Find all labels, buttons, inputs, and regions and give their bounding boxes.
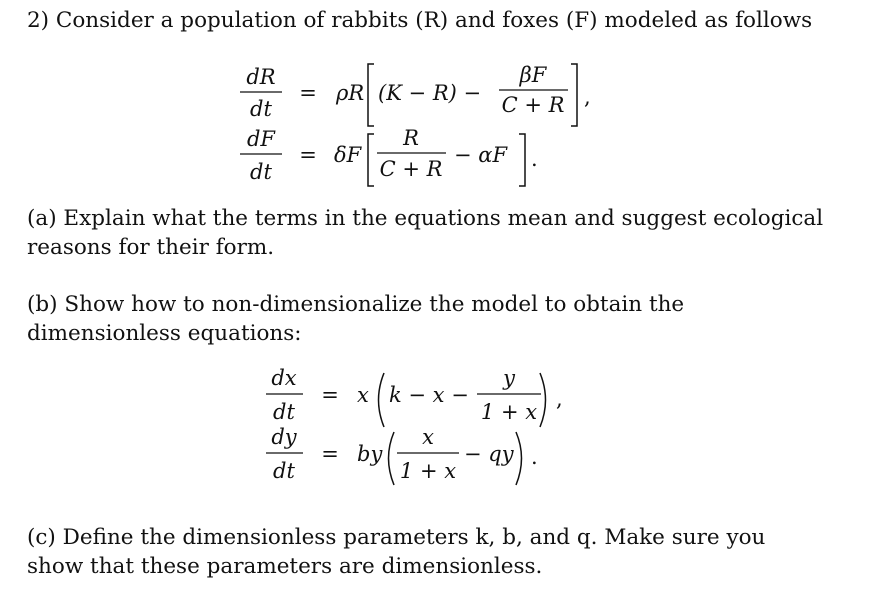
deq2-right-paren	[516, 432, 522, 485]
eq1-trailing-comma: ,	[584, 85, 591, 109]
deq2-lhs-denominator: dt	[273, 459, 295, 483]
eq1-first-term: (K − R) −	[378, 81, 482, 105]
eq1-fraction-numerator: βF	[519, 63, 547, 87]
deq2-equals: =	[321, 442, 339, 466]
deq1-trailing-comma: ,	[556, 387, 563, 411]
eq2-fraction-denominator: C + R	[379, 157, 443, 181]
eq2-coefficient: δF	[334, 143, 362, 167]
deq2-coefficient: by	[357, 442, 383, 466]
eq1-lhs-denominator: dt	[250, 97, 272, 121]
eq1-fraction-denominator: C + R	[501, 93, 565, 117]
deq2-lhs-numerator: dy	[271, 425, 297, 449]
eq1-lhs-numerator: dR	[246, 65, 276, 89]
eq2-equals: =	[299, 143, 317, 167]
deq2-fraction-numerator: x	[422, 425, 434, 449]
deq1-fraction-numerator: y	[503, 366, 515, 390]
deq1-lhs-denominator: dt	[273, 400, 295, 424]
deq1-equals: =	[321, 383, 339, 407]
eq1-equals: =	[299, 81, 317, 105]
eq2-second-term: − αF	[454, 143, 508, 167]
eq2-lhs-denominator: dt	[250, 160, 272, 184]
problem-heading: 2) Consider a population of rabbits (R) and foxes (F) modeled as follows	[27, 8, 813, 33]
deq1-right-paren	[540, 373, 546, 427]
deq1-left-paren	[379, 373, 385, 427]
deq2-left-paren	[389, 432, 395, 485]
eq2-trailing-period: .	[531, 147, 538, 171]
eq2-lhs-numerator: dF	[246, 127, 276, 151]
deq1-first-term: k − x −	[389, 383, 469, 407]
part-b-text: (b) Show how to non-dimensionalize the model to obtain the dimensionless equations:	[27, 292, 685, 346]
eq1-coefficient: ρR	[336, 81, 365, 105]
part-c-text: (c) Define the dimensionless parameters k, b, and q. Make sure you show that these parameters are dimensionless.	[27, 525, 766, 579]
deq2-fraction-denominator: 1 + x	[399, 459, 457, 483]
deq2-trailing-period: .	[531, 445, 538, 469]
eq2-fraction-numerator: R	[403, 126, 419, 150]
deq2-second-term: − qy	[464, 442, 514, 466]
part-a-text: (a) Explain what the terms in the equations mean and suggest ecological reasons for their form.	[27, 206, 824, 260]
deq1-coefficient: x	[357, 383, 369, 407]
deq1-lhs-numerator: dx	[271, 366, 297, 390]
deq1-fraction-denominator: 1 + x	[480, 400, 538, 424]
